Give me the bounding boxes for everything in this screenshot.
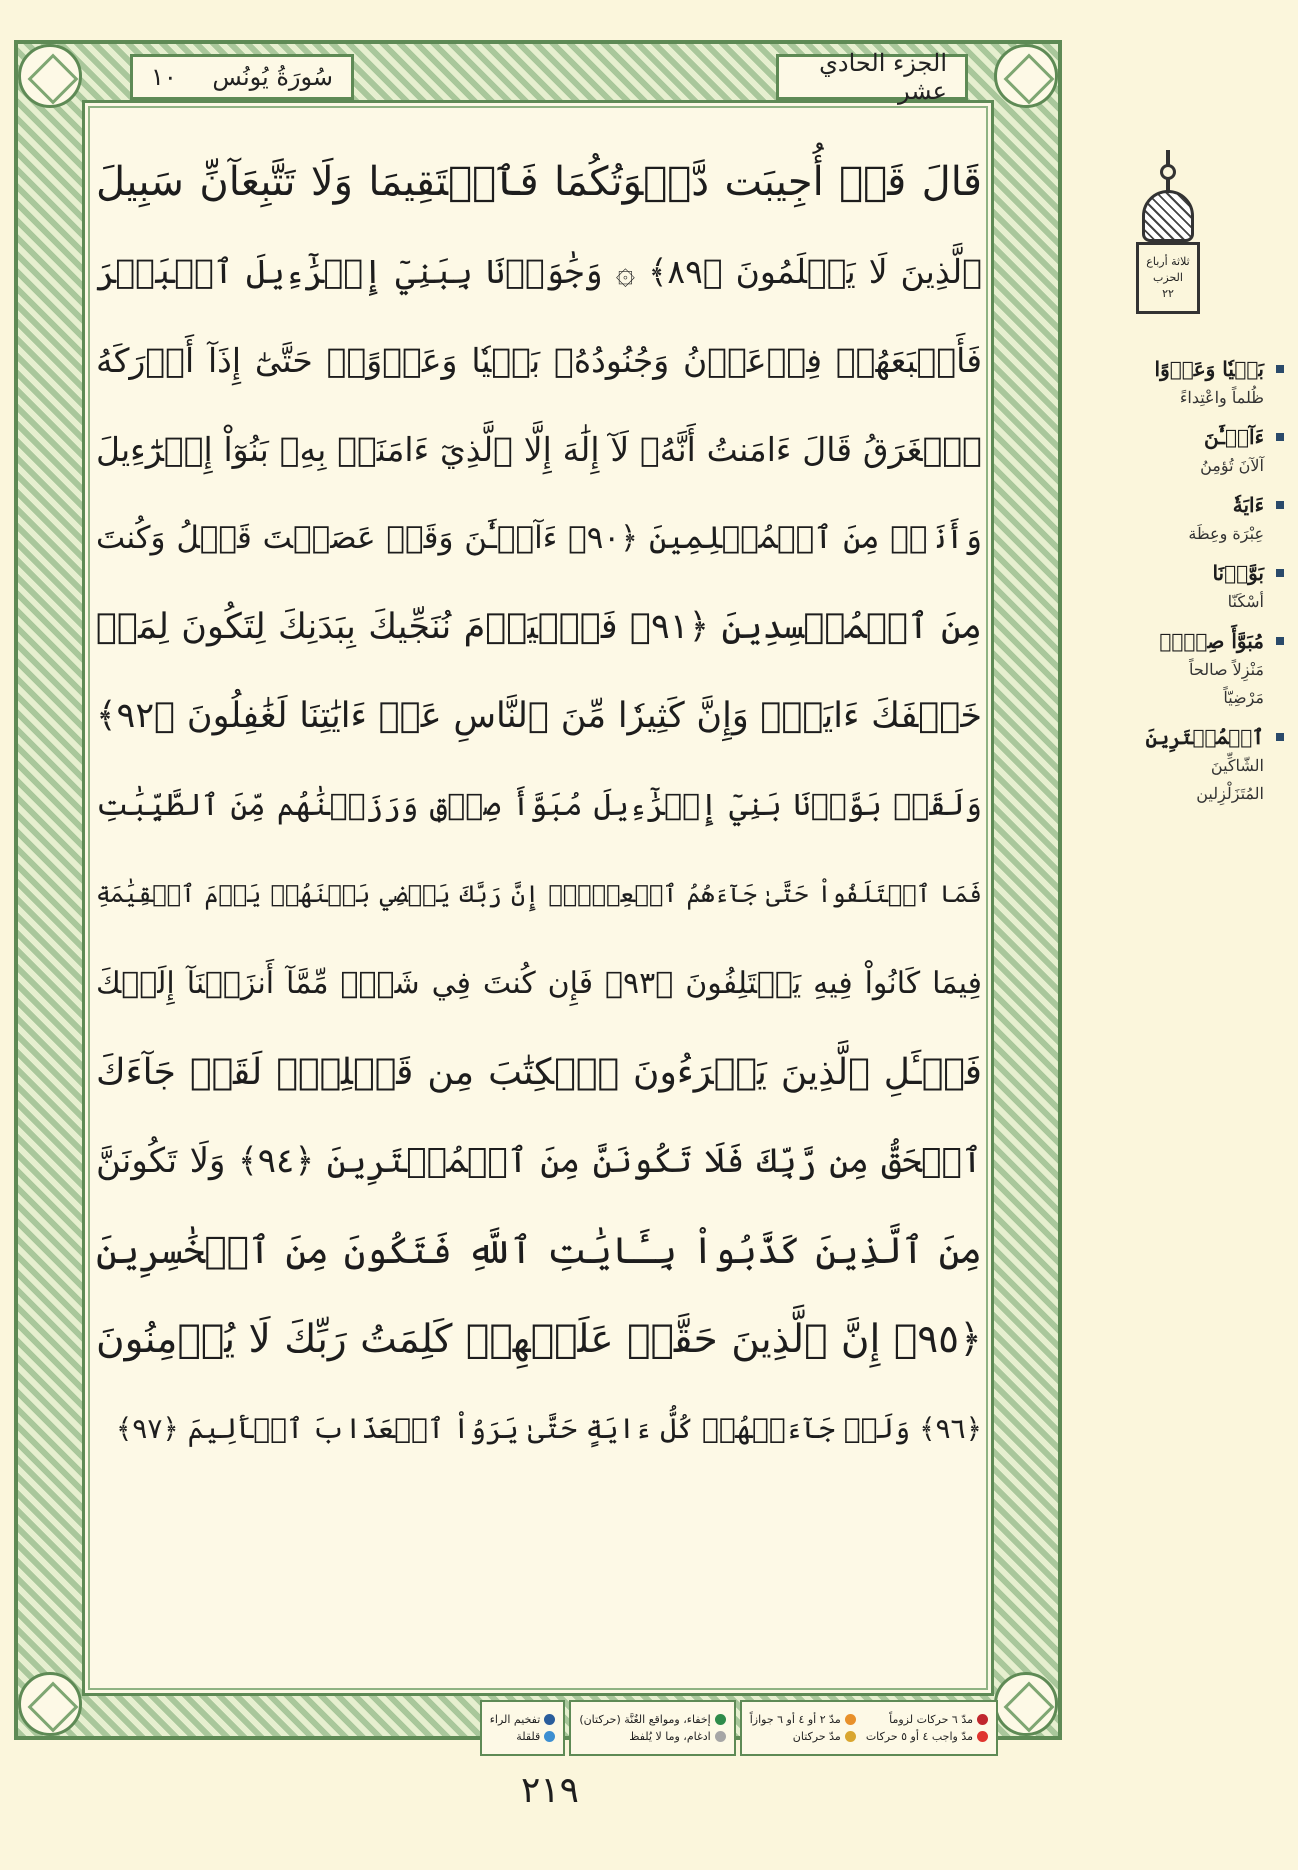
juz-label: الجزء الحادي عشر [819,49,947,105]
legend-item [750,1713,856,1726]
surah-header [130,54,354,100]
corner-ornament [994,44,1058,108]
legend-group-madd [740,1700,998,1756]
legend-item [579,1730,725,1743]
verse-text [96,138,982,1473]
legend-group-ghunna [569,1700,735,1756]
legend-label: قلقلة [516,1730,541,1743]
legend-item [490,1730,556,1743]
tajweed-legend [216,1700,998,1756]
color-dot-icon [544,1714,555,1725]
hizb-label: الحزب [1153,271,1183,284]
legend-item [866,1713,988,1726]
legend-item [866,1730,988,1743]
corner-ornament [18,44,82,108]
verse-line: ٱلۡغَرَقُ قَالَ ءَامَنتُ أَنَّهُۥ لَآ إِلَٰهَ إِلَّا ٱلَّذِيٓ ءَامَنَتۡ بِهِۦ بَنُوٓاْ إِسۡرَٰٓءِيلَ [96,430,982,469]
legend-label: تفخيم الراء [489,1713,541,1726]
hizb-marker [1136,150,1200,314]
note-definition: الشّاكِّينَ [1210,756,1264,775]
surah-name: سُورَةُ يُونُس [212,63,333,91]
note-term: بَوَّأۡنَا [1072,558,1286,588]
hizb-quarter-label: ثلاثة أرباع [1146,255,1190,268]
hizb-number: ٢٢ [1162,287,1174,300]
note-term: مُبَوَّأَ صِدۡقٖ [1072,626,1286,656]
hizb-label-box [1136,242,1200,314]
verse-line: وَلَقَدۡ بَوَّأۡنَا بَنِيٓ إِسۡرَٰٓءِيلَ مُبَوَّأَ صِدۡقٖ وَرَزَقۡنَٰهُم مِّنَ ٱلطَّيِّبَٰتِ [96,788,982,823]
note-definition: أسْكَنّا [1227,592,1264,611]
note-definition: مَرْضِيّاً [1223,688,1264,707]
verse-line: ٱلۡحَقُّ مِن رَّبِّكَ فَلَا تَكُونَنَّ مِنَ ٱلۡمُمۡتَرِينَ ﴿٩٤﴾ وَلَا تَكُونَنَّ [96,1141,982,1181]
verse-line: فَأَتۡبَعَهُمۡ فِرۡعَوۡنُ وَجُنُودُهُۥ بَغۡيٗا وَعَدۡوًاۖ حَتَّىٰٓ إِذَآ أَدۡرَكَهُ [96,341,982,380]
hizb-spire-icon [1166,150,1170,192]
verse-line: مِنَ ٱلۡمُفۡسِدِينَ ﴿٩١﴾ فَٱلۡيَوۡمَ نُنَجِّيكَ بِبَدَنِكَ لِتَكُونَ لِمَنۡ [96,607,982,647]
legend-item [490,1713,556,1726]
color-dot-icon [715,1731,726,1742]
legend-label: مدّ واجب ٤ أو ٥ حركات [865,1730,973,1743]
verse-line: قَالَ قَدۡ أُجِيبَت دَّعۡوَتُكُمَا فَٱسۡتَقِيمَا وَلَا تَتَّبِعَآنِّ سَبِيلَ [96,159,982,205]
margin-vocabulary [1072,354,1286,818]
color-dot-icon [544,1731,555,1742]
verse-line: فَسۡـَٔلِ ٱلَّذِينَ يَقۡرَءُونَ ٱلۡكِتَٰبَ مِن قَبۡلِكَۚ لَقَدۡ جَآءَكَ [96,1052,982,1093]
note-definition: ظُلماً واعْتِداءً [1179,388,1264,407]
verse-line: ﴿٩٥﴾ إِنَّ ٱلَّذِينَ حَقَّتۡ عَلَيۡهِمۡ كَلِمَتُ رَبِّكَ لَا يُؤۡمِنُونَ [96,1317,982,1362]
legend-label: إخفاء، ومواقع الغُنَّة (حركتان) [579,1713,711,1726]
color-dot-icon [977,1731,988,1742]
margin-note [1072,558,1286,616]
color-dot-icon [715,1714,726,1725]
verse-line: وَأَنَا۠ مِنَ ٱلۡمُسۡلِمِينَ ﴿٩٠﴾ ءَآلۡـَٰٔنَ وَقَدۡ عَصَيۡتَ قَبۡلُ وَكُنتَ [96,520,982,556]
margin-note [1072,354,1286,412]
note-definition: عِبْرَة وعِظَة [1188,524,1264,543]
verse-line: فِيمَا كَانُواْ فِيهِ يَخۡتَلِفُونَ ﴿٩٣﴾ فَإِن كُنتَ فِي شَكّٖ مِّمَّآ أَنزَلۡنَآ إِلَيۡكَ [96,966,982,1001]
note-term: ٱلۡمُمۡتَرِينَ [1072,722,1286,752]
hizb-dome-icon [1142,190,1194,242]
color-dot-icon [845,1731,856,1742]
note-definition: آلآنَ تُؤمِنُ [1200,456,1264,475]
legend-label: مدّ حركتان [792,1730,841,1743]
note-term: ءَايَةٗ [1072,490,1286,520]
corner-ornament [994,1672,1058,1736]
margin-note [1072,490,1286,548]
legend-group-letters [480,1700,566,1756]
color-dot-icon [977,1714,988,1725]
margin-note [1072,626,1286,712]
color-dot-icon [845,1714,856,1725]
verse-line: فَمَا ٱخۡتَلَفُواْ حَتَّىٰ جَآءَهُمُ ٱلۡعِلۡمُۚ إِنَّ رَبَّكَ يَقۡضِي بَيۡنَهُمۡ يَوۡمَ ٱلۡقِيَٰمَةِ [96,880,982,908]
note-term: ءَآلۡـَٰٔنَ [1072,422,1286,452]
verse-line: مِنَ ٱلَّذِينَ كَذَّبُواْ بِـَٔايَٰتِ ٱللَّهِ فَتَكُونَ مِنَ ٱلۡخَٰسِرِينَ [96,1229,982,1272]
legend-item [579,1713,725,1726]
legend-label: ادغام، وما لا يُلفظ [629,1730,711,1743]
juz-header [776,49,968,105]
surah-number: ١٠ [151,63,177,91]
verse-line: ٱلَّذِينَ لَا يَعۡلَمُونَ ﴿٨٩﴾ ۞ وَجَٰوَزۡنَا بِبَنِيٓ إِسۡرَٰٓءِيلَ ٱلۡبَحۡرَ [96,252,982,291]
note-definition: مَنْزِلاً صالحاً [1189,660,1264,679]
margin-note [1072,722,1286,808]
page-number: ٢١٩ [520,1770,579,1811]
legend-item [750,1730,856,1743]
corner-ornament [18,1672,82,1736]
note-term: بَغۡيٗا وَعَدۡوًا [1072,354,1286,384]
legend-label: مدّ ٦ حركات لزوماً [889,1713,973,1726]
note-definition: المُتَزَلْزِلين [1196,784,1264,803]
margin-note [1072,422,1286,480]
verse-line: ﴿٩٦﴾ وَلَوۡ جَآءَتۡهُمۡ كُلُّ ءَايَةٍ حَتَّىٰ يَرَوُاْ ٱلۡعَذَابَ ٱلۡأَلِيمَ ﴿٩٧﴾ [115,1412,982,1445]
legend-label: مدّ ٢ أو ٤ أو ٦ جوازاً [749,1713,841,1726]
verse-line: خَلۡفَكَ ءَايَةٗۚ وَإِنَّ كَثِيرٗا مِّنَ ٱلنَّاسِ عَنۡ ءَايَٰتِنَا لَغَٰفِلُونَ ﴿٩٢﴾ [96,696,982,736]
